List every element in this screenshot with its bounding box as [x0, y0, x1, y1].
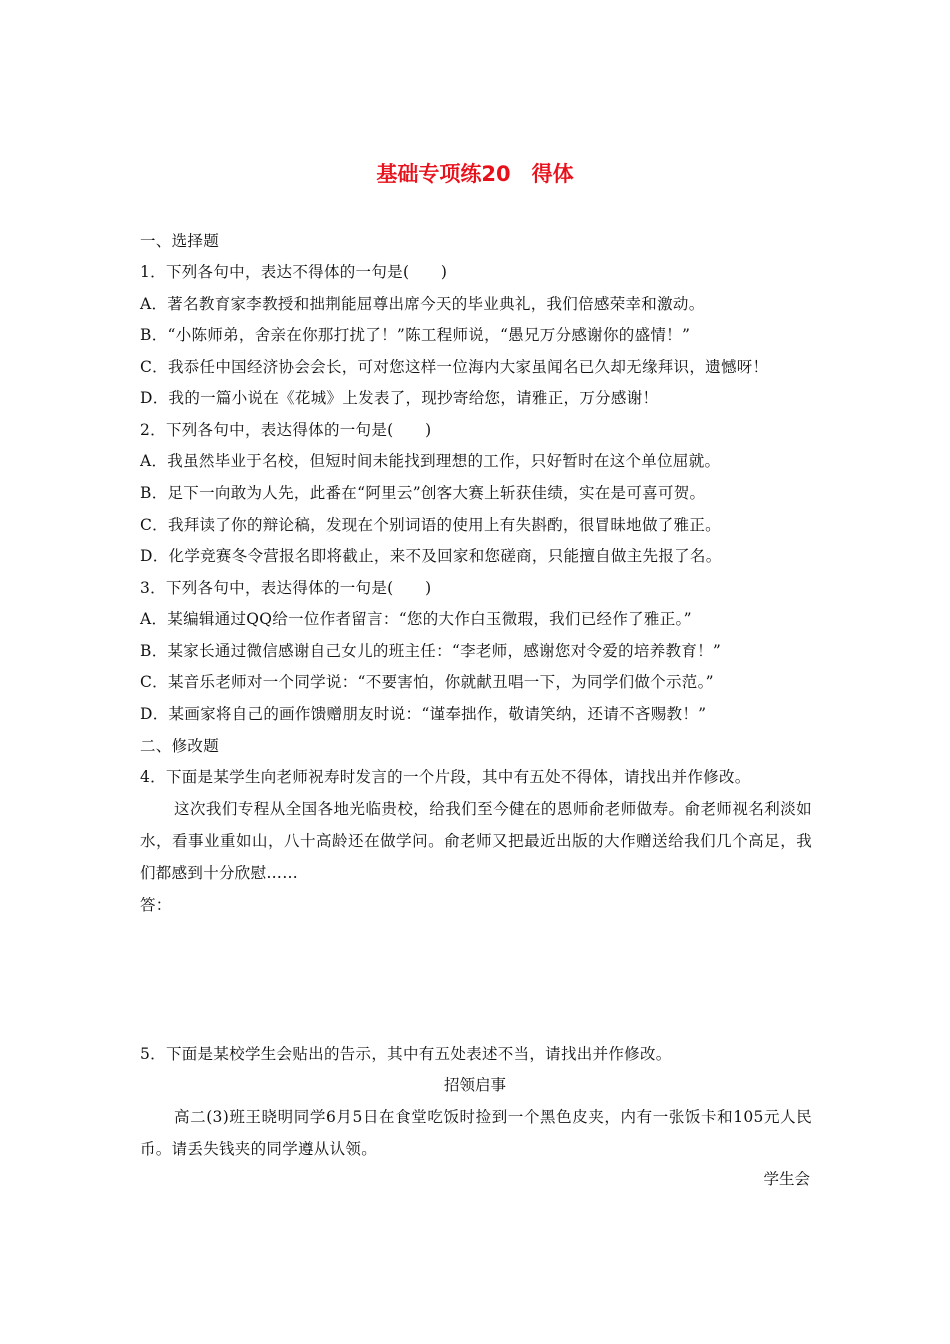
question-3-option-d: D．某画家将自己的画作馈赠朋友时说：“谨奉拙作，敬请笑纳，还请不吝赐教！” [140, 705, 707, 723]
question-3-option-b: B．某家长通过微信感谢自己女儿的班主任：“李老师，感谢您对令爱的培养教育！” [140, 642, 722, 660]
question-4-answer-label: 答： [140, 896, 172, 914]
notice-body: 高二(3)班王晓明同学6月5日在食堂吃饭时捡到一个黑色皮夹，内有一张饭卡和105元人民币。请丢失钱夹的同学遵从认领。 [140, 1108, 812, 1158]
question-1-stem: 1．下列各句中，表达不得体的一句是( ) [140, 263, 448, 281]
question-4-stem: 4．下面是某学生向老师祝寿时发言的一个片段，其中有五处不得体，请找出并作修改。 [140, 768, 751, 786]
section-heading-choice: 一、选择题 [140, 232, 220, 250]
question-2-option-a: A．我虽然毕业于名校，但短时间未能找到理想的工作，只好暂时在这个单位屈就。 [140, 452, 721, 470]
question-2-option-d: D．化学竞赛冬令营报名即将截止，来不及回家和您磋商，只能擅自做主先报了名。 [140, 547, 722, 565]
question-2-stem: 2．下列各句中，表达得体的一句是( ) [140, 421, 432, 439]
question-2-option-c: C．我拜读了你的辩论稿，发现在个别词语的使用上有失斟酌，很冒昧地做了雅正。 [140, 516, 721, 534]
question-1-option-b: B．“小陈师弟，舍亲在你那打扰了！”陈工程师说，“愚兄万分感谢你的盛情！” [140, 326, 691, 344]
question-1-option-a: A．著名教育家李教授和拙荆能屈尊出席今天的毕业典礼，我们倍感荣幸和激动。 [140, 295, 705, 313]
question-1-option-d: D．我的一篇小说在《花城》上发表了，现抄寄给您，请雅正，万分感谢！ [140, 389, 659, 407]
question-3-option-a: A．某编辑通过QQ给一位作者留言：“您的大作白玉微瑕，我们已经作了雅正。” [140, 610, 692, 628]
page-title: 基础专项练20 得体 [376, 162, 574, 186]
question-3-stem: 3．下列各句中，表达得体的一句是( ) [140, 579, 432, 597]
notice-title: 招领启事 [443, 1076, 506, 1094]
question-2-option-b: B．足下一向敢为人先，此番在“阿里云”创客大赛上斩获佳绩，实在是可喜可贺。 [140, 484, 706, 502]
notice-signature: 学生会 [763, 1170, 810, 1188]
question-1-option-c: C．我忝任中国经济协会会长，可对您这样一位海内大家虽闻名已久却无缘拜识，遗憾呀！ [140, 358, 769, 376]
question-5-stem: 5．下面是某校学生会贴出的告示，其中有五处表述不当，请找出并作修改。 [140, 1045, 672, 1063]
section-heading-revision: 二、修改题 [140, 737, 220, 755]
question-4-passage: 这次我们专程从全国各地光临贵校，给我们至今健在的恩师俞老师做寿。俞老师视名利淡如水，看事业重如山，八十高龄还在做学问。俞老师又把最近出版的大作赠送给我们几个高足，我们都感到十分欣慰…… [140, 800, 812, 882]
question-3-option-c: C．某音乐老师对一个同学说：“不要害怕，你就献丑唱一下，为同学们做个示范。” [140, 673, 714, 691]
